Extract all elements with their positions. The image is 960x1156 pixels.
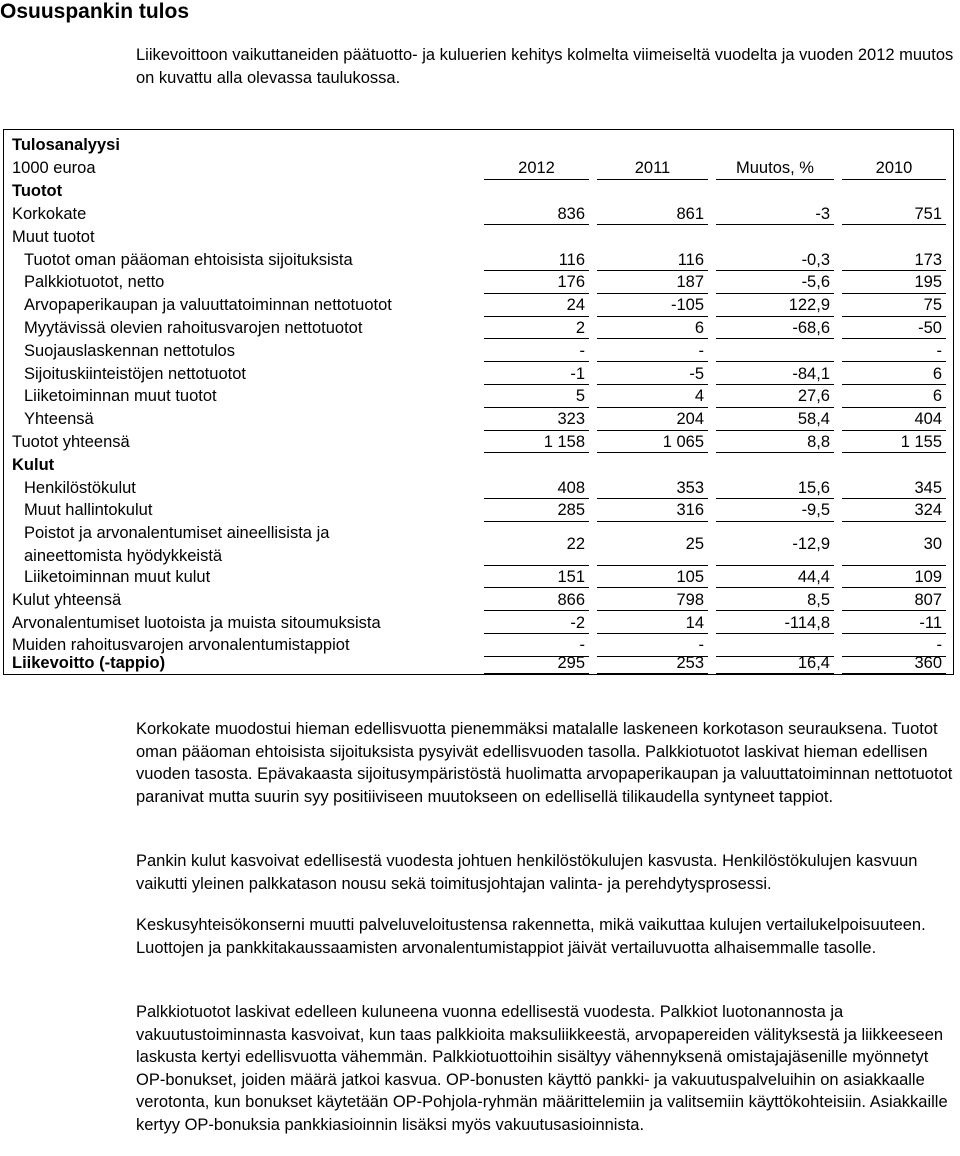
table-cell: 16,4 [716, 652, 834, 674]
table-cell: 324 [842, 499, 946, 522]
body-paragraph: Keskusyhteisökonserni muutti palveluveloitustensa rakennetta, mikä vaikuttaa kulujen vertailukelpoisuuteen. Luottojen ja pankkitakaussaamisten arvonalentumistappiot jäivät vertailuvuotta alhaisemmalle tasolle. [136, 916, 926, 957]
table-cell: 27,6 [716, 385, 834, 408]
table-cell: 345 [842, 477, 946, 499]
table-cell: 8,8 [716, 431, 834, 453]
table-cell: 323 [484, 408, 589, 431]
table-cell: 1 065 [597, 431, 708, 453]
table-row [4, 612, 953, 634]
table-cell [716, 340, 834, 362]
table-cell: -114,8 [716, 612, 834, 634]
table-cell: - [597, 340, 708, 362]
table-cell: 253 [597, 652, 708, 674]
table-cell: 25 [597, 522, 708, 566]
table-row [4, 385, 953, 408]
table-cell: -0,3 [716, 249, 834, 271]
table-cell: -105 [597, 294, 708, 317]
column-header: 2012 [484, 157, 589, 180]
table-cell: 22 [484, 522, 589, 566]
table-cell: 105 [597, 566, 708, 588]
table-title: Tulosanalyysi [12, 136, 120, 154]
row-label: Muiden rahoitusvarojen arvonalentumistappiot [12, 636, 350, 654]
table-cell: - [597, 634, 708, 657]
table-cell: - [842, 340, 946, 362]
table-cell: 58,4 [716, 408, 834, 431]
intro-paragraph: Liikevoittoon vaikuttaneiden päätuotto- ja kuluerien kehitys kolmelta viimeiseltä vuodelta ja vuoden 2012 muutos on kuvattu alla olevassa taulukossa. [136, 46, 954, 87]
row-label: Liiketoiminnan muut kulut [24, 568, 211, 586]
row-label: Myytävissä olevien rahoitusvarojen nettotuotot [24, 319, 363, 337]
body-paragraph: Korkokate muodostui hieman edellisvuotta pienemmäksi matalalle laskeneen korkotason seurauksena. Tuotot oman pääoman ehtoisista sijoituksista pysyivät edellisvuoden tasolla. Palkkiotuotot laskivat hieman edellisen vuoden tasosta. Epävakaasta sijoitusympäristöstä huolimatta arvopaperikaupan ja valuuttatoiminnan nettotuotot paranivat mutta suurin syy positiiviseen muutokseen on edellisellä tilikaudella syntyneet tappiot. [136, 720, 953, 806]
table-title-row [4, 134, 953, 156]
row-label: Kulut yhteensä [12, 591, 122, 609]
table-header-row [4, 157, 953, 180]
table-row [4, 522, 953, 566]
table-cell: -11 [842, 612, 946, 634]
table-cell: 151 [484, 566, 589, 588]
table-row [4, 226, 953, 248]
table-cell: - [484, 340, 589, 362]
row-label: Suojauslaskennan nettotulos [24, 342, 235, 360]
table-cell: -68,6 [716, 317, 834, 339]
table-cell: -5 [597, 363, 708, 385]
table-cell: 122,9 [716, 294, 834, 317]
table-cell: 187 [597, 271, 708, 294]
row-label: Yhteensä [24, 410, 94, 428]
table-cell: -2 [484, 612, 589, 634]
table-cell: -5,6 [716, 271, 834, 294]
table-cell: 195 [842, 271, 946, 294]
table-row [4, 317, 953, 339]
table-cell: -12,9 [716, 522, 834, 566]
row-label: Palkkiotuotot, netto [24, 273, 165, 291]
table-cell: -3 [716, 203, 834, 225]
table-cell: -84,1 [716, 363, 834, 385]
table-cell: 404 [842, 408, 946, 431]
row-label: Sijoituskiinteistöjen nettotuotot [24, 365, 246, 383]
row-label: Liikevoitto (-tappio) [12, 654, 166, 672]
table-cell: 30 [842, 522, 946, 566]
column-header: Muutos, % [716, 157, 834, 180]
table-row [4, 249, 953, 271]
row-label: Liiketoiminnan muut tuotot [24, 387, 217, 405]
table-cell: 116 [484, 249, 589, 271]
table-cell: 807 [842, 589, 946, 611]
table-cell: 285 [484, 499, 589, 522]
table-cell: 2 [484, 317, 589, 339]
table-row [4, 363, 953, 385]
body-paragraph: Pankin kulut kasvoivat edellisestä vuodesta johtuen henkilöstökulujen kasvusta. Henkilöstökulujen kasvuun vaikutti yleinen palkkatason nousu sekä toimitusjohtajan valinta- ja perehdytysprosessi. [136, 852, 918, 893]
row-label: Muut tuotot [12, 228, 95, 246]
income-analysis-table [3, 129, 954, 675]
table-cell: 44,4 [716, 566, 834, 588]
row-label: Tuotot oman pääoman ehtoisista sijoituksista [24, 251, 353, 269]
table-row [4, 499, 953, 522]
body-paragraph: Palkkiotuotot laskivat edelleen kuluneena vuonna edellisestä vuodesta. Palkkiot luotonannosta ja vakuutustoiminnasta kasvoivat, kun taas palkkioita maksuliikkeestä, arvopapereiden välityksestä ja liikkeeseen laskusta kertyi edellisvuotta vähemmän. Palkkiotuottoihin sisältyy vähennyksenä omistajajäsenille myönnetyt OP-bonukset, joiden määrä jatkoi kasvua. OP-bonusten käyttö pankki- ja vakuutuspalveluihin on asiakkaalle verotonta, kun bonukset käytetään OP-Pohjola-ryhmän määrittelemiin ja valitsemiin käyttökohteisiin. Asiakkaille kertyy OP-bonuksia pankkiasioinnin lisäksi myös vakuutusasioinnista. [136, 1003, 948, 1134]
table-cell: 173 [842, 249, 946, 271]
table-cell: 75 [842, 294, 946, 317]
table-cell: -9,5 [716, 499, 834, 522]
table-cell: 8,5 [716, 589, 834, 611]
table-cell: 408 [484, 477, 589, 499]
table-cell: 798 [597, 589, 708, 611]
row-label: Arvonalentumiset luotoista ja muista sitoumuksista [12, 614, 381, 632]
table-cell: 1 155 [842, 431, 946, 453]
table-cell: 116 [597, 249, 708, 271]
column-header: 2011 [597, 157, 708, 180]
table-row [4, 589, 953, 611]
table-cell: -1 [484, 363, 589, 385]
table-row [4, 340, 953, 362]
table-cell: 204 [597, 408, 708, 431]
table-cell: - [484, 634, 589, 657]
table-cell: 836 [484, 203, 589, 225]
row-label: Henkilöstökulut [24, 479, 136, 497]
row-label: Korkokate [12, 205, 87, 223]
table-unit: 1000 euroa [12, 159, 96, 177]
table-row [4, 566, 953, 588]
table-cell: 14 [597, 612, 708, 634]
table-cell: 176 [484, 271, 589, 294]
table-cell: 861 [597, 203, 708, 225]
table-row [4, 271, 953, 294]
table-row [4, 431, 953, 453]
table-row [4, 203, 953, 225]
table-cell: 295 [484, 652, 589, 674]
table-cell: 6 [842, 363, 946, 385]
section-header-row [4, 180, 953, 203]
table-cell: 360 [842, 652, 946, 674]
table-cell: 15,6 [716, 477, 834, 499]
page-title: Osuuspankin tulos [0, 0, 190, 23]
table-cell: 4 [597, 385, 708, 408]
table-cell: -50 [842, 317, 946, 339]
table-cell: 751 [842, 203, 946, 225]
table-row [4, 652, 953, 674]
section-header-row [4, 454, 953, 476]
row-label: Poistot ja arvonalentumiset aineellisista ja aineettomista hyödykkeistä [24, 524, 330, 565]
table-cell: 866 [484, 589, 589, 611]
table-cell: 24 [484, 294, 589, 317]
table-cell: 353 [597, 477, 708, 499]
column-header: 2010 [842, 157, 946, 180]
row-label: Tuotot yhteensä [12, 433, 130, 451]
table-row [4, 294, 953, 317]
table-cell: 6 [597, 317, 708, 339]
table-row [4, 477, 953, 499]
table-cell: - [842, 634, 946, 657]
table-cell: 109 [842, 566, 946, 588]
row-label: Tuotot [12, 182, 63, 200]
table-row [4, 408, 953, 431]
table-cell: 316 [597, 499, 708, 522]
row-label: Arvopaperikaupan ja valuuttatoiminnan nettotuotot [24, 296, 392, 314]
table-cell: 1 158 [484, 431, 589, 453]
table-cell: 6 [842, 385, 946, 408]
row-label: Kulut [12, 456, 55, 474]
row-label: Muut hallintokulut [24, 501, 153, 519]
table-cell: 5 [484, 385, 589, 408]
